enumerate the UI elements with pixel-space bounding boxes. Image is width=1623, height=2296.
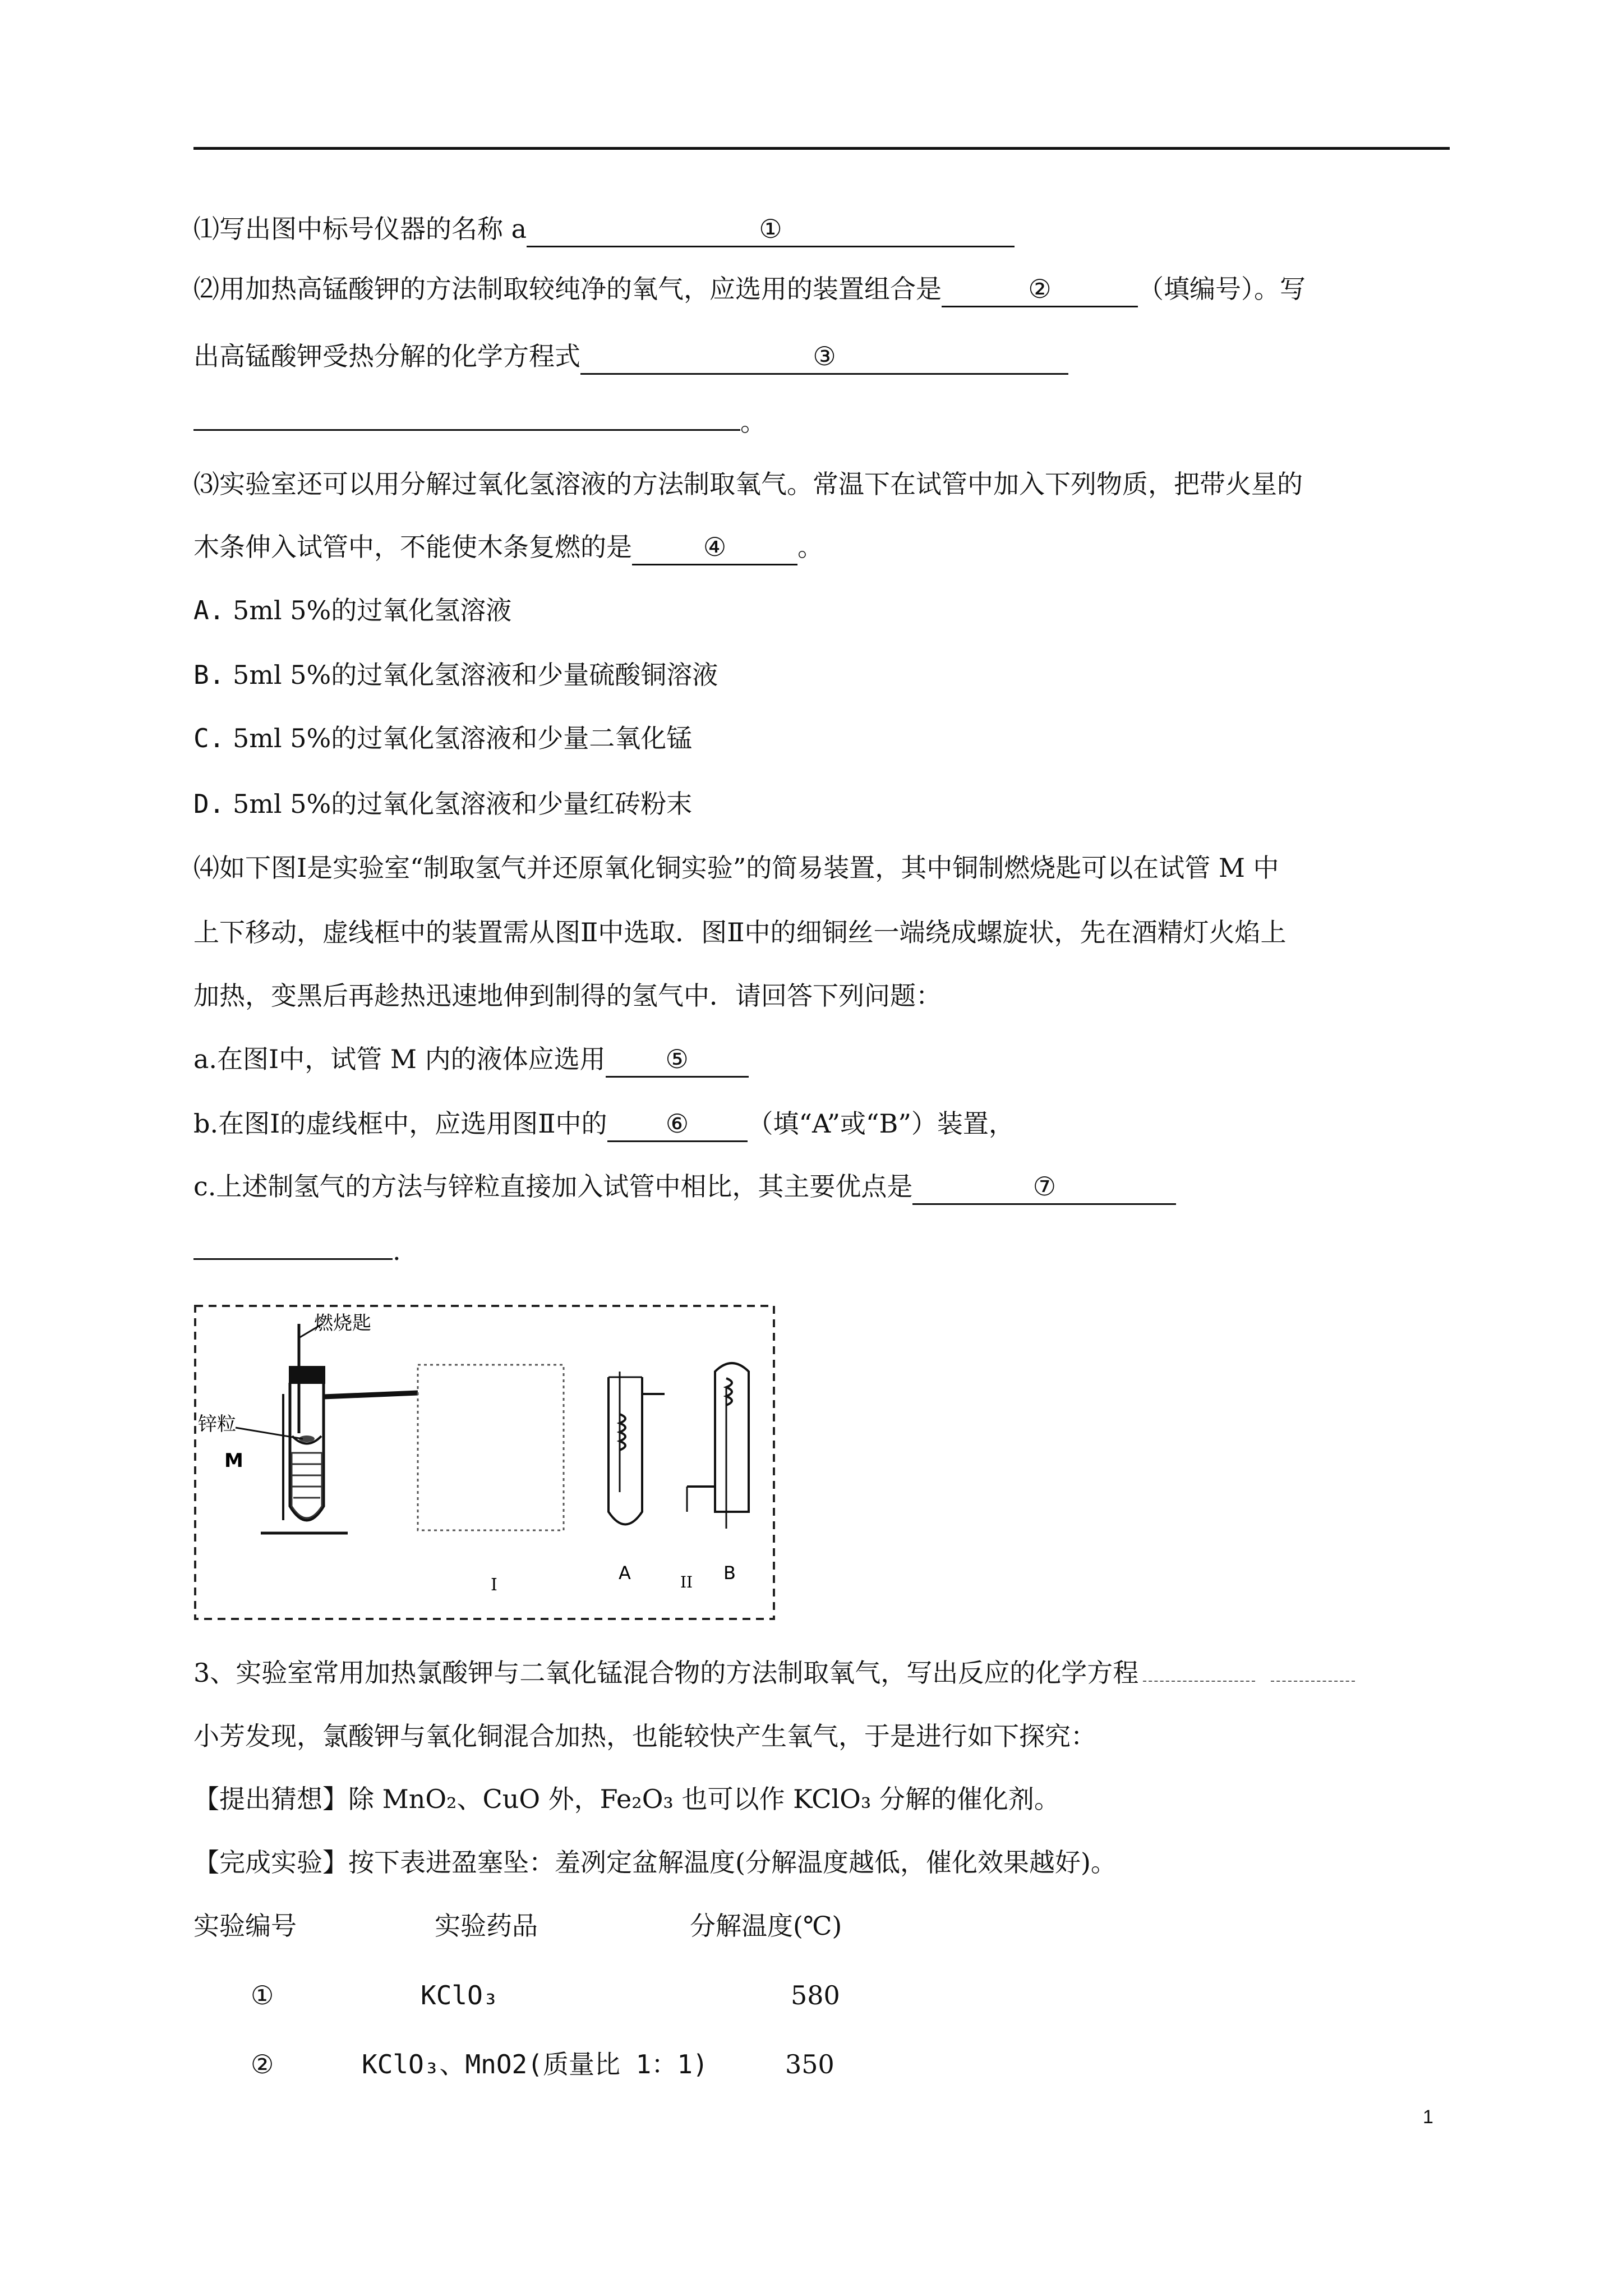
hypothesis: [193, 1782, 1060, 1816]
table-header-temp: 分解温度(℃): [690, 1911, 842, 1941]
q2-line2-prefix: 出高锰酸钾受热分解的化学方程式: [193, 341, 580, 371]
question-2-line-1: [193, 272, 1306, 307]
table-row-2-temp: 350: [785, 2049, 834, 2079]
experiment-label: 【完成实验】: [193, 1847, 348, 1878]
test-tube-m: [290, 1383, 324, 1520]
label-spoon: 燃烧匙: [314, 1312, 371, 1335]
answer-blank-5[interactable]: ⑤: [606, 1045, 749, 1078]
option-d-text: 5ml 5%的过氧化氢溶液和少量红砖粉末: [224, 789, 693, 819]
option-b-letter: B.: [193, 660, 225, 690]
question-5-line-1: [193, 1656, 1355, 1690]
hypothesis-label: 【提出猜想】: [193, 1784, 348, 1814]
question-4-line-1: ⑷如下图Ⅰ是实验室“制取氢气并还原氧化铜实验”的简易装置，其中铜制燃烧匙可以在试管 M 中: [193, 853, 1279, 883]
page-number: 1: [1423, 2106, 1433, 2128]
table-header-reagent: 实验药品: [435, 1911, 538, 1941]
apparatus-diagram: [193, 1304, 777, 1621]
apparatus-a-tube: [608, 1377, 642, 1525]
label-figure-ii: II: [680, 1573, 693, 1591]
apparatus-figure: [193, 1304, 777, 1621]
q4a-prefix: a.在图Ⅰ中，试管 M 内的液体应选用: [193, 1044, 606, 1074]
q3-line2-end: 。: [797, 532, 823, 562]
experiment-text: 按下表进盈塞坠：羞冽定盆解温度(分解温度越低，催化效果越好)。: [348, 1847, 1117, 1878]
placeholder-box: [418, 1365, 564, 1530]
question-4-a: [193, 1042, 749, 1078]
question-4-line-2: 上下移动，虚线框中的装置需从图Ⅱ中选取．图Ⅱ中的细铜丝一端绕成螺旋状，先在酒精灯火焰上: [193, 917, 1287, 947]
q4b-prefix: b.在图Ⅰ的虚线框中，应选用图Ⅱ中的: [193, 1108, 607, 1139]
q4c-end: .: [393, 1236, 401, 1266]
label-b: B: [723, 1562, 736, 1584]
q1-prefix: ⑴写出图中标号仪器的名称 a: [193, 214, 527, 244]
q4b-end: （填“A”或“B”）装置，: [747, 1108, 1015, 1139]
table-row-1-reagent: KClO₃: [421, 1980, 499, 2010]
answer-blank-1[interactable]: ①: [527, 214, 1015, 247]
option-b: [193, 658, 718, 692]
answer-blank-3-continued[interactable]: [193, 429, 740, 431]
q3-line2-prefix: 木条伸入试管中，不能使木条复燃的是: [193, 532, 632, 562]
option-c: [193, 721, 692, 755]
delivery-tube: [324, 1393, 418, 1397]
experiment: [193, 1846, 1117, 1879]
question-4-c: [193, 1170, 1176, 1205]
answer-blank-7-continued[interactable]: [193, 1258, 393, 1260]
zinc-leader: [236, 1428, 303, 1439]
question-3-line-1: ⑶实验室还可以用分解过氧化氢溶液的方法制取氧气。常温下在试管中加入下列物质，把带火星的: [193, 469, 1303, 499]
option-c-text: 5ml 5%的过氧化氢溶液和少量二氧化锰: [224, 723, 693, 753]
option-a-letter: A.: [193, 595, 225, 625]
option-d: [193, 787, 692, 821]
question-1: [193, 212, 1015, 247]
answer-blank-6[interactable]: ⑥: [607, 1109, 748, 1142]
table-header-id: 实验编号: [193, 1911, 297, 1941]
rubber-stopper: [289, 1366, 325, 1384]
q2-prefix: ⑵用加热高锰酸钾的方法制取较纯净的氧气，应选用的装置组合是: [193, 274, 942, 304]
option-a-text: 5ml 5%的过氧化氢溶液: [224, 595, 512, 625]
question-2-line-2: [193, 339, 1068, 375]
option-b-text: 5ml 5%的过氧化氢溶液和少量硫酸铜溶液: [224, 660, 718, 690]
header-rule: [193, 147, 1450, 150]
q2-line3-end: 。: [740, 407, 766, 437]
hypothesis-text: 除 MnO₂、CuO 外，Fe₂O₃ 也可以作 KClO₃ 分解的催化剂。: [348, 1784, 1060, 1814]
option-a: [193, 593, 511, 627]
question-4-b: [193, 1107, 1015, 1142]
table-row-2-id: ②: [251, 2049, 274, 2079]
answer-blank-3[interactable]: ③: [580, 342, 1068, 375]
figure-dashed-border: [195, 1306, 774, 1619]
table-row-2-reagent: KClO₃、MnO2(质量比 1：1): [362, 2049, 708, 2079]
label-m: M: [224, 1450, 243, 1472]
label-a: A: [619, 1562, 631, 1584]
q4c-prefix: c.上述制氢气的方法与锌粒直接加入试管中相比，其主要优点是: [193, 1171, 913, 1202]
liquid-in-tube: [292, 1453, 322, 1518]
table-row-1-temp: 580: [791, 1980, 840, 2010]
apparatus-b-tube: [715, 1363, 749, 1512]
question-3-line-2: [193, 530, 823, 565]
option-c-letter: C.: [193, 723, 225, 753]
equation-blank-2[interactable]: [1271, 1680, 1355, 1682]
label-figure-i: I: [491, 1575, 497, 1595]
table-row-1-id: ①: [251, 1980, 274, 2010]
question-4-line-3: 加热，变黑后再趁热迅速地伸到制得的氢气中．请回答下列问题：: [193, 981, 942, 1011]
answer-blank-4[interactable]: ④: [632, 532, 797, 565]
question-2-line-3: [193, 405, 766, 439]
question-4-c-continued: [193, 1234, 401, 1268]
equation-blank[interactable]: [1143, 1680, 1255, 1682]
answer-blank-7[interactable]: ⑦: [912, 1172, 1176, 1205]
option-d-letter: D.: [193, 789, 225, 819]
q5-line1: 3、实验室常用加热氯酸钾与二氧化锰混合物的方法制取氧气，写出反应的化学方程: [193, 1658, 1139, 1688]
question-5-line-2: 小芳发现，氯酸钾与氧化铜混合加热，也能较快产生氧气，于是进行如下探究：: [193, 1721, 1096, 1751]
answer-blank-2[interactable]: ②: [942, 274, 1138, 307]
label-zinc: 锌粒: [198, 1413, 236, 1435]
q2-mid: （填编号）。写: [1138, 274, 1306, 304]
